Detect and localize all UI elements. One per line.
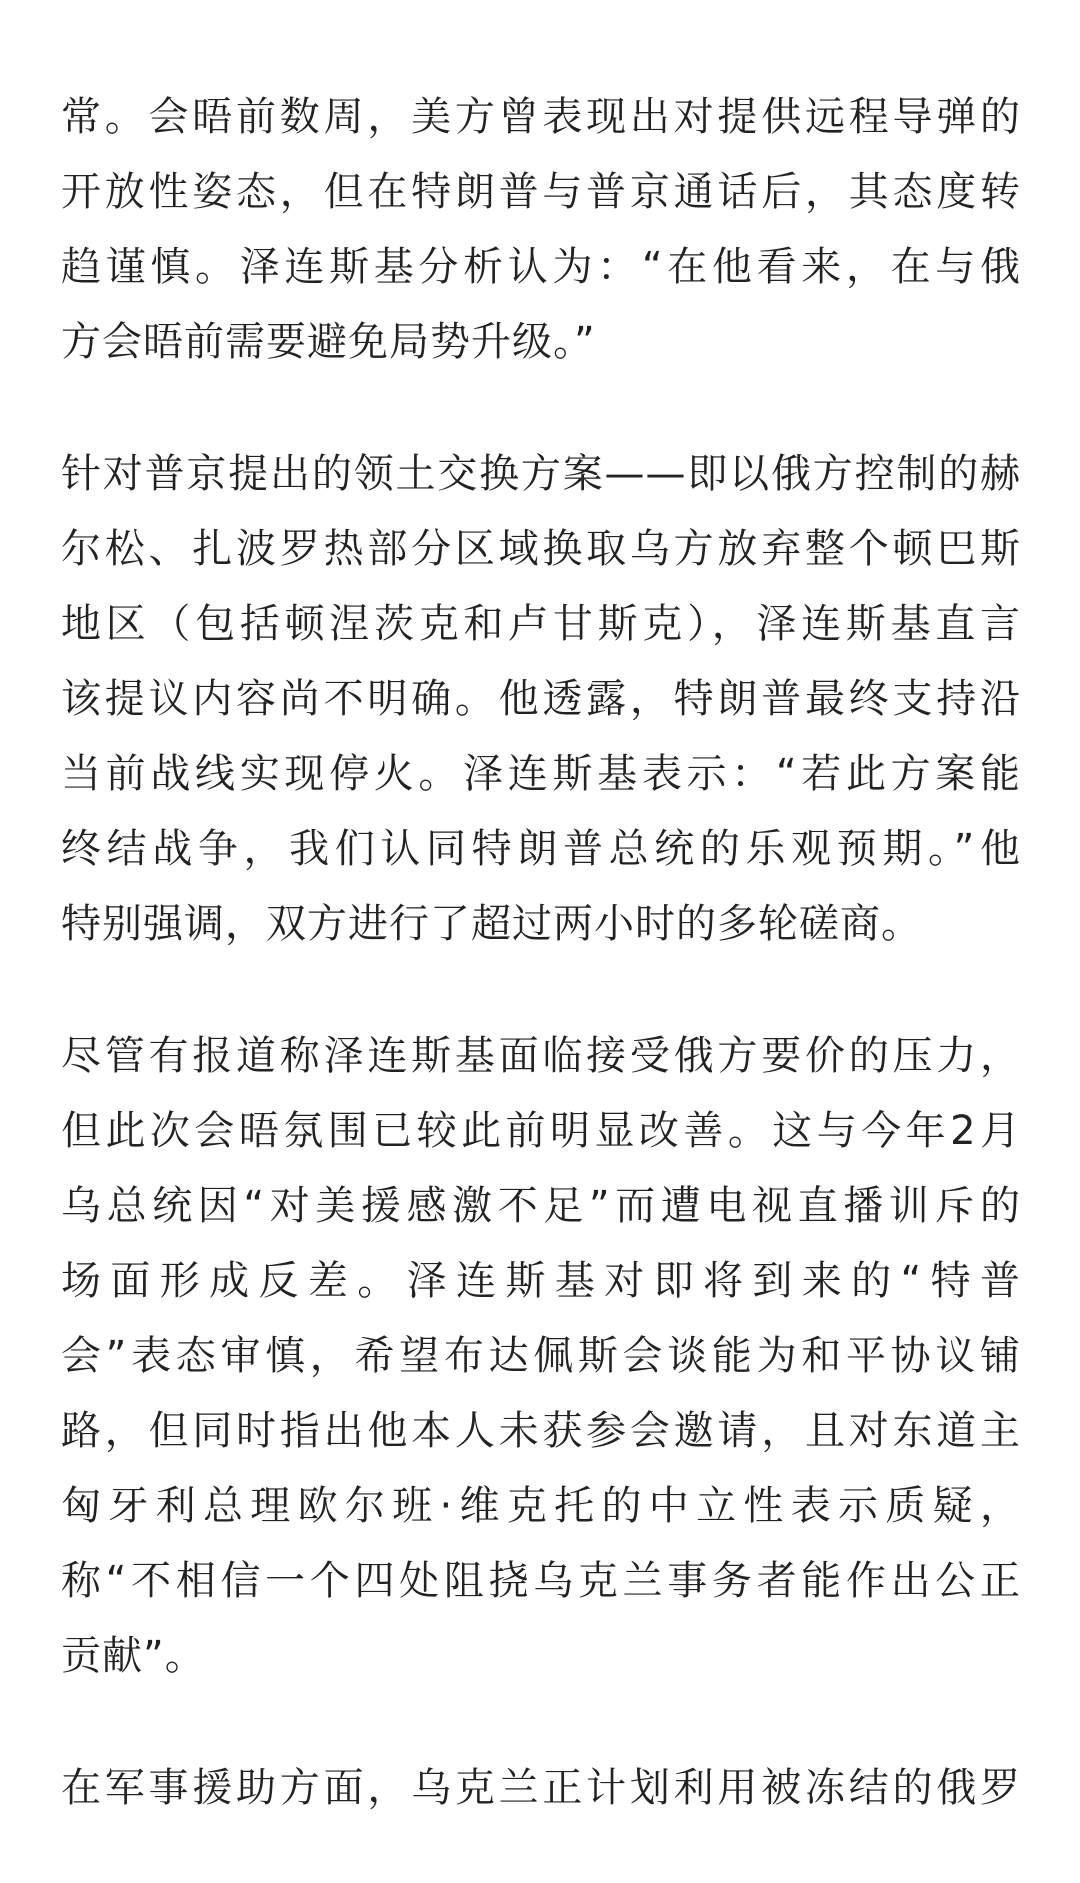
text-line: 方会晤前需要避免局势升级。” [61, 319, 596, 365]
text-line: 称“不相信一个四处阻挠乌克兰事务者能作出公正 [61, 1558, 1021, 1604]
paragraph-3 [61, 1019, 1021, 1694]
text-line: 该提议内容尚不明确。他透露，特朗普最终支持沿 [61, 676, 1021, 722]
text-line: 尔松、扎波罗热部分区域换取乌方放弃整个顿巴斯 [61, 526, 1021, 572]
text-line: 常。会晤前数周，美方曾表现出对提供远程导弹的 [61, 94, 1021, 140]
paragraph-4 [61, 1751, 1021, 1826]
article-body [61, 80, 1021, 1883]
text-line: 针对普京提出的领土交换方案——即以俄方控制的赫 [61, 451, 1021, 497]
text-line: 路，但同时指出他本人未获参会邀请，且对东道主 [61, 1408, 1021, 1454]
text-line: 乌总统因“对美援感激不足”而遭电视直播训斥的 [61, 1183, 1021, 1229]
text-line: 趋谨慎。泽连斯基分析认为：“在他看来，在与俄 [61, 244, 1021, 290]
text-line: 但此次会晤氛围已较此前明显改善。这与今年2月 [61, 1108, 1021, 1154]
text-line: 当前战线实现停火。泽连斯基表示：“若此方案能 [61, 751, 1021, 797]
text-line: 地区（包括顿涅茨克和卢甘斯克），泽连斯基直言 [61, 601, 1021, 647]
paragraph-1 [61, 80, 1021, 380]
text-line: 尽管有报道称泽连斯基面临接受俄方要价的压力， [61, 1033, 1021, 1079]
text-line: 匈牙利总理欧尔班·维克托的中立性表示质疑， [61, 1483, 1021, 1529]
text-line: 终结战争，我们认同特朗普总统的乐观预期。”他 [61, 826, 1021, 872]
text-line: 贡献”。 [61, 1633, 206, 1679]
text-line: 特别强调，双方进行了超过两小时的多轮磋商。 [61, 901, 922, 947]
text-line: 会”表态审慎，希望布达佩斯会谈能为和平协议铺 [61, 1333, 1021, 1379]
text-line: 场面形成反差。泽连斯基对即将到来的“特普 [61, 1258, 1021, 1304]
paragraph-2 [61, 437, 1021, 962]
text-line: 在军事援助方面，乌克兰正计划利用被冻结的俄罗 [61, 1765, 1021, 1811]
text-line: 开放性姿态，但在特朗普与普京通话后，其态度转 [61, 169, 1021, 215]
